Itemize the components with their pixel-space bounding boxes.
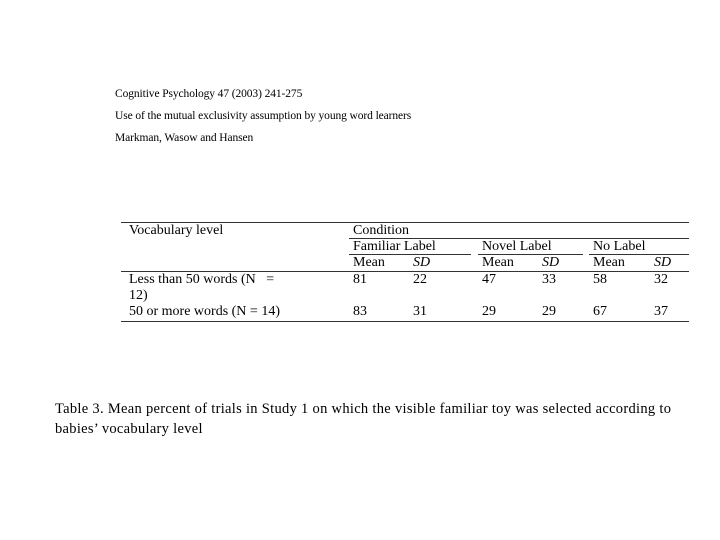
row2-novel-mean: 29 — [482, 304, 496, 319]
row1-novel-sd: 33 — [542, 272, 556, 287]
novel-sd-header: SD — [542, 255, 560, 270]
familiar-sd-header: SD — [413, 255, 431, 270]
row2-novel-sd: 29 — [542, 304, 556, 319]
table-caption: Table 3. Mean percent of trials in Study 1 on which the visible familiar toy was selected according to babies’ vocabulary level — [55, 401, 672, 437]
results-table — [121, 222, 689, 322]
row1-familiar-mean: 81 — [353, 272, 367, 287]
row2-nolabel-mean: 67 — [593, 304, 607, 319]
novel-mean-header: Mean — [482, 255, 514, 270]
citation-journal: Cognitive Psychology 47 (2003) 241-275 — [115, 88, 303, 100]
row1-novel-mean: 47 — [482, 272, 496, 287]
row1-nolabel-mean: 58 — [593, 272, 607, 287]
table-bottom-rule — [121, 321, 689, 322]
nolabel-sd-header: SD — [654, 255, 672, 270]
familiar-mean-header: Mean — [353, 255, 385, 270]
row2-familiar-sd: 31 — [413, 304, 427, 319]
condition-header: Condition — [353, 223, 410, 238]
novel-label-header: Novel Label — [482, 239, 552, 254]
row2-label: 50 or more words (N = 14) — [129, 304, 280, 319]
vocabulary-level-header: Vocabulary level — [129, 223, 224, 238]
citation-authors: Markman, Wasow and Hansen — [115, 132, 254, 144]
row1-label-line2: 12) — [129, 288, 148, 303]
row1-nolabel-sd: 32 — [654, 272, 668, 287]
row2-familiar-mean: 83 — [353, 304, 367, 319]
citation-title: Use of the mutual exclusivity assumption by young word learners — [115, 110, 412, 122]
nolabel-mean-header: Mean — [593, 255, 625, 270]
row1-familiar-sd: 22 — [413, 272, 427, 287]
row1-label-line1: Less than 50 words (N = — [129, 272, 275, 287]
row2-nolabel-sd: 37 — [654, 304, 668, 319]
no-label-header: No Label — [593, 239, 646, 254]
familiar-label-header: Familiar Label — [353, 239, 436, 254]
